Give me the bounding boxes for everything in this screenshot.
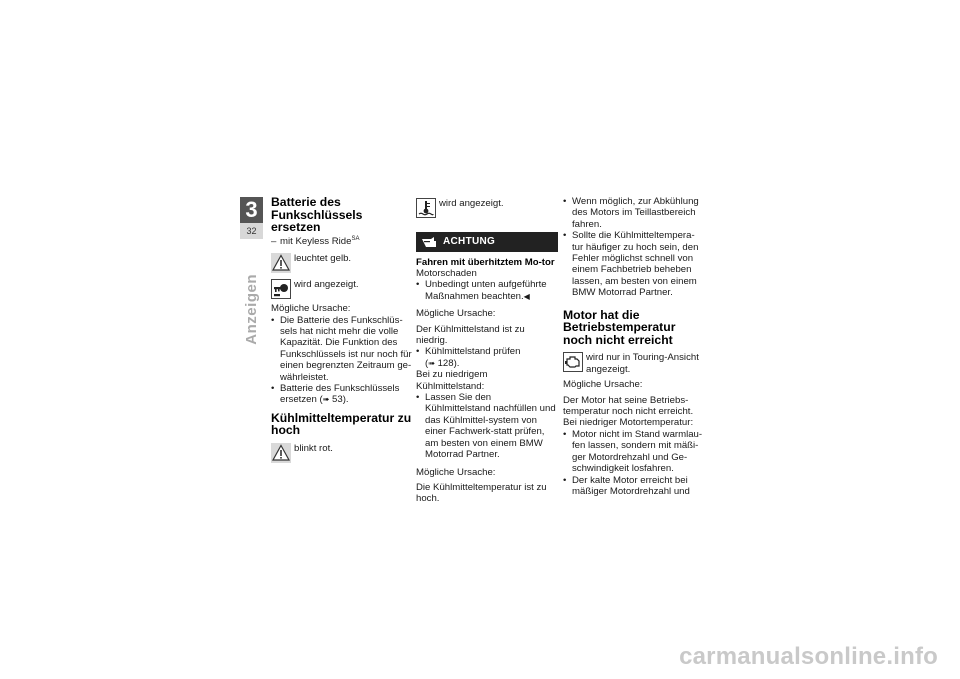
cause: Der Motor hat seine Betriebs-temperatur noch nicht erreicht.: [563, 394, 694, 418]
engine-icon: [563, 352, 583, 372]
check-bullets: [416, 346, 558, 369]
chapter-tab: [240, 197, 263, 239]
list-item: • Die Batterie des Funkschlüs-sels hat nicht mehr die volle Kapazität. Die Funktion des Funkschlüssels ist nur noch für einen begrenzten Zeitraum ge-währleistet.: [271, 315, 413, 383]
list-item: • Lassen Sie den Kühlmittelstand nachfüllen und das Kühlmittel-system von einer Fachwerk-statt prüfen, am besten von einem BMW Motorrad Partner.: [416, 392, 558, 460]
side-label-text: Anzeigen: [242, 274, 260, 345]
chapter-number: 3: [245, 197, 258, 222]
column-3: [563, 196, 705, 497]
indicator-coolant-temp: [416, 196, 558, 218]
battery-bullets: [271, 315, 413, 406]
indicator-key-text: wird angezeigt.: [294, 279, 359, 291]
cause-label: Mögliche Ursache:: [563, 379, 643, 391]
cooling-bullets: [563, 196, 705, 299]
end-mark-icon: ◀: [523, 291, 530, 301]
watermark: carmanualsonline.info: [679, 643, 938, 670]
coolant-temperature-icon: [416, 198, 436, 218]
chapter-side-label: [233, 245, 269, 345]
indicator-key: [271, 277, 413, 299]
indicator-warning-red-text: blinkt rot.: [294, 443, 333, 455]
list-item: • Der kalte Motor erreicht bei mäßiger Motordrehzahl und: [563, 475, 705, 498]
column-1: [271, 196, 413, 467]
heading-engine-temp: Motor hat die Betriebstemperatur noch nicht erreicht: [563, 307, 676, 347]
cause-2: Die Kühlmitteltemperatur ist zu hoch.: [416, 481, 547, 505]
keyless-dash: –: [271, 235, 277, 247]
list-item: • Wenn möglich, zur Abkühlung des Motors im Teillastbereich fahren.: [563, 196, 705, 230]
indicator-warning-red: [271, 441, 413, 463]
cause-1: Der Kühlmittelstand ist zu niedrig.: [416, 323, 525, 347]
keyless-sup: SA: [351, 235, 360, 242]
indicator-coolant-temp-text: wird angezeigt.: [439, 198, 504, 209]
low-temp-label: Bei niedriger Motortemperatur:: [563, 417, 694, 429]
cause-label-2: Mögliche Ursache:: [416, 466, 496, 478]
warning-text: Motorschaden: [416, 268, 477, 279]
page-number: 32: [240, 223, 263, 239]
warning-bullets: [416, 279, 558, 302]
warning-heading: Fahren mit überhitztem Mo-tor: [416, 257, 555, 268]
keyless-text: mit Keyless Ride: [280, 235, 352, 247]
warning-label: ACHTUNG: [443, 236, 496, 248]
warning-bar: [416, 232, 558, 252]
page-ref-arrow-icon: ➠: [428, 358, 435, 368]
heading-battery: Batterie des Funkschlüssels ersetzen: [271, 195, 363, 235]
fill-bullets: [416, 392, 558, 460]
list-item: • Unbedingt unten aufgeführte Maßnahmen beachten.◀: [416, 279, 558, 302]
list-item: • Sollte die Kühlmitteltempera-tur häufiger zu hoch sein, den Fehler möglichst schnell von einem Fachbetrieb beheben lassen, am besten von einem BMW Motorrad Partner.: [563, 230, 705, 298]
indicator-warning-yellow: [271, 251, 413, 273]
low-level-label: Bei zu niedrigem Kühlmittelstand:: [416, 369, 488, 392]
engine-bullets: [563, 429, 705, 497]
list-item: • Kühlmittelstand prüfen (➠ 128).: [416, 346, 558, 369]
cause-label: Mögliche Ursache:: [416, 308, 496, 320]
list-item: • Batterie des Funkschlüssels ersetzen (➠ 53).: [271, 383, 413, 406]
page-ref-arrow-icon: ➠: [322, 395, 330, 405]
indicator-engine-text: wird nur in Touring-Ansicht angezeigt.: [586, 352, 699, 375]
indicator-engine: [563, 350, 705, 375]
list-item: • Motor nicht im Stand warmlau-fen lassen, sondern mit mäßi-ger Motordrehzahl und Ge-schwindigkeit losfahren.: [563, 429, 705, 475]
cause-label: Mögliche Ursache:: [271, 303, 351, 315]
warning-triangle-icon: [271, 443, 291, 463]
warning-hand-icon: [421, 236, 437, 248]
heading-coolant: Kühlmitteltemperatur zu hoch: [271, 410, 412, 438]
indicator-warning-yellow-text: leuchtet gelb.: [294, 253, 352, 265]
warning-triangle-icon: [271, 253, 291, 273]
keyless-line: [271, 236, 413, 247]
key-battery-icon: [271, 279, 291, 299]
column-2: [416, 196, 558, 505]
